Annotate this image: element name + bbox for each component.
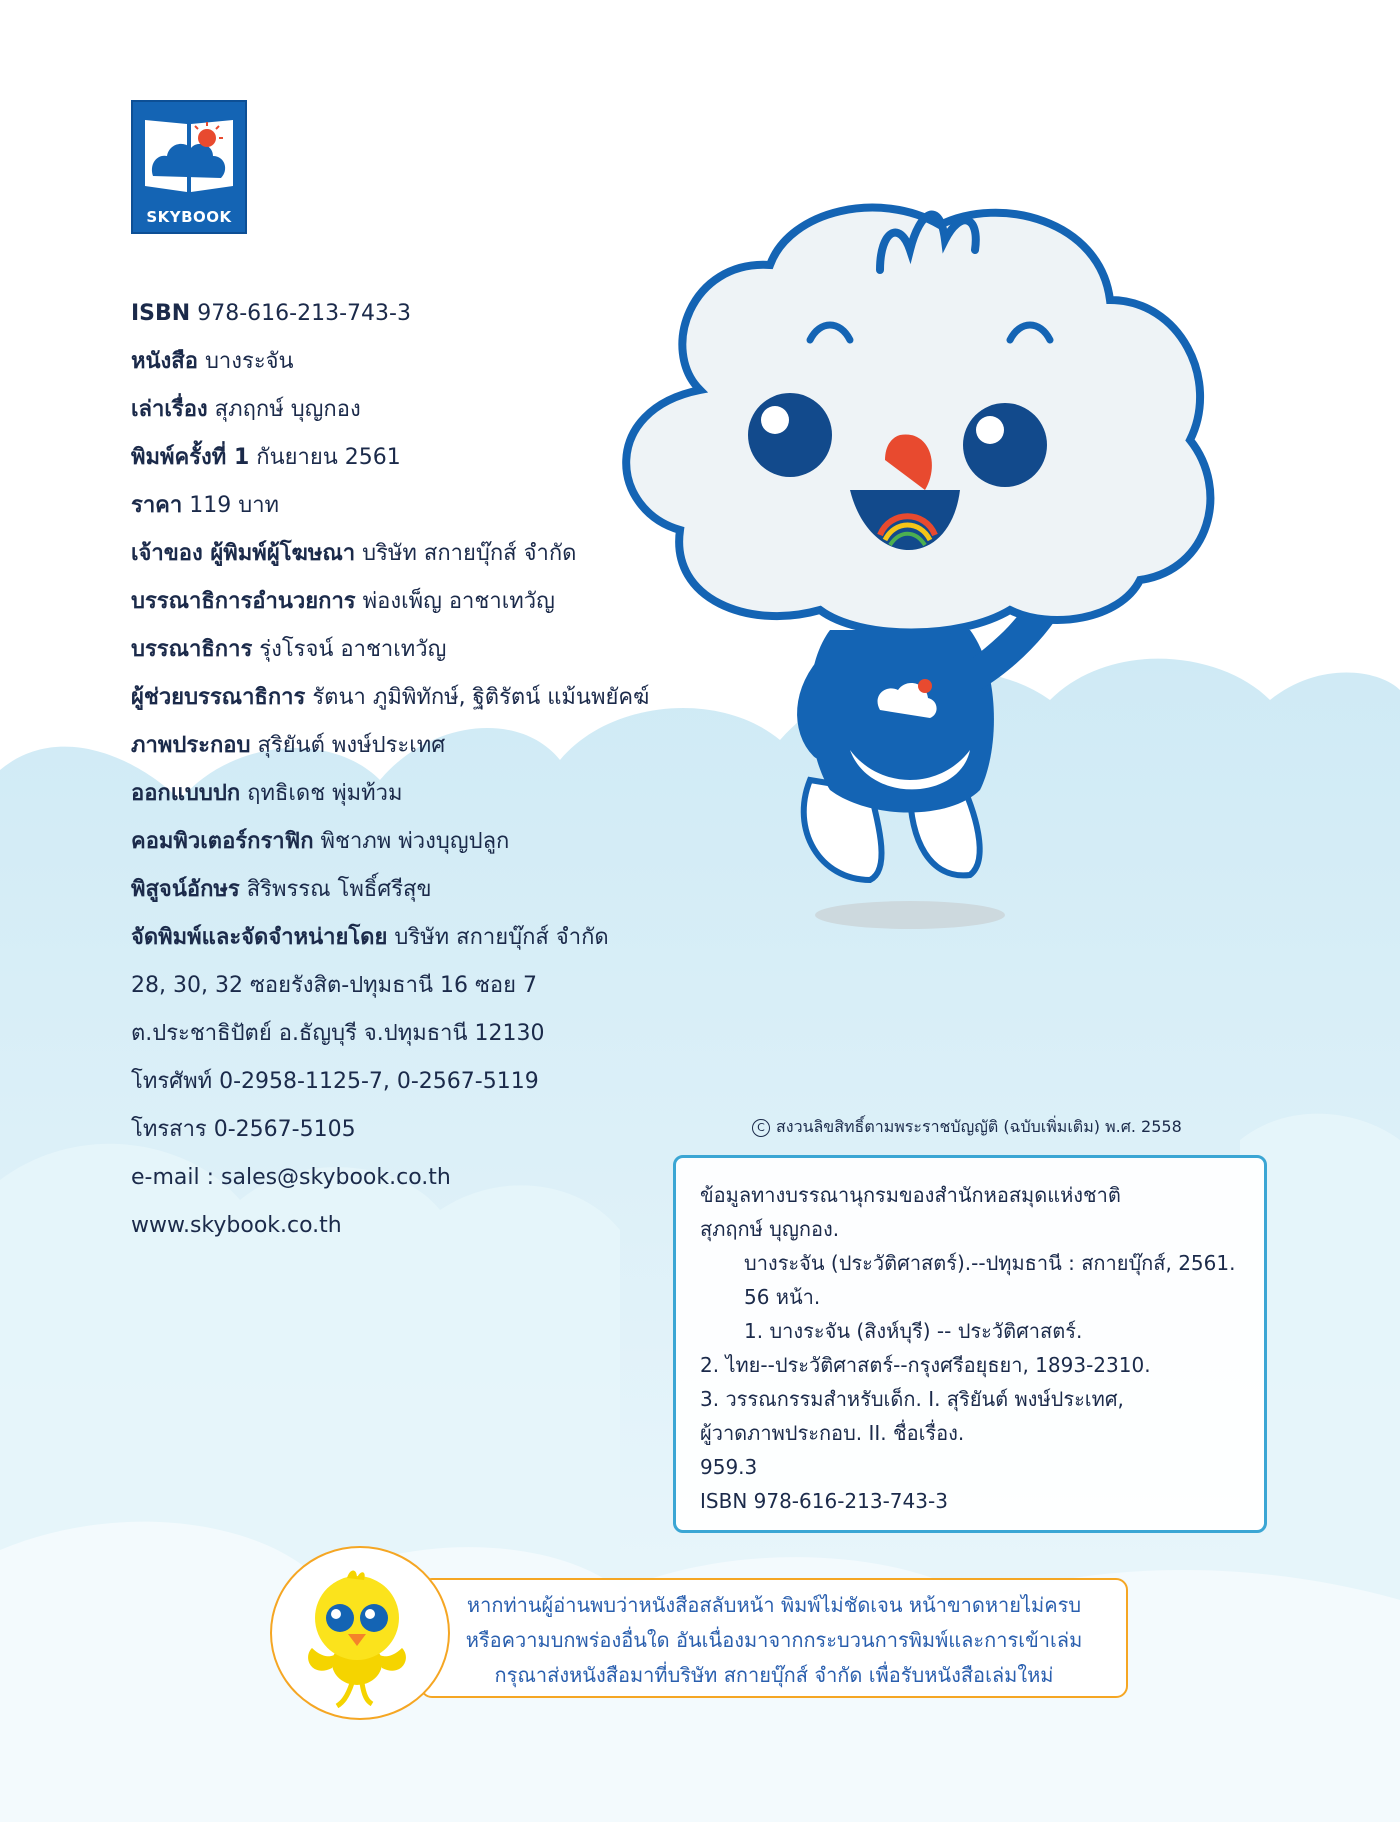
email-line: e-mail : sales@skybook.co.th	[131, 1165, 451, 1190]
credit-line: จัดพิมพ์และจัดจำหน่ายโดย บริษัท สกายบุ๊กส์ จำกัด	[131, 925, 609, 950]
cip-line: ข้อมูลทางบรรณานุกรมของสำนักหอสมุดแห่งชาติ	[700, 1183, 1121, 1207]
copyright-notice	[752, 1115, 1182, 1140]
notice-line: หากท่านผู้อ่านพบว่าหนังสือสลับหน้า พิมพ์ไม่ชัดเจน หน้าขาดหายไม่ครบ	[466, 1593, 1082, 1617]
website-line: www.skybook.co.th	[131, 1213, 342, 1238]
phone-line: โทรศัพท์ 0-2958-1125-7, 0-2567-5119	[131, 1069, 539, 1094]
cip-line: 2. ไทย--ประวัติศาสตร์--กรุงศรีอยุธยา, 1893-2310.	[700, 1353, 1151, 1377]
credit-line: พิมพ์ครั้งที่ 1 กันยายน 2561	[131, 445, 401, 470]
book-cloud-icon	[133, 102, 245, 202]
address-line: ต.ประชาธิปัตย์ อ.ธัญบุรี จ.ปทุมธานี 12130	[131, 1021, 545, 1046]
notice-box	[420, 1578, 1128, 1698]
cip-line: บางระจัน (ประวัติศาสตร์).--ปทุมธานี : สกายบุ๊กส์, 2561.	[744, 1251, 1236, 1275]
fax-line: โทรสาร 0-2567-5105	[131, 1117, 356, 1142]
print-defect-notice	[270, 1542, 1130, 1702]
credit-line: บรรณาธิการ รุ่งโรจน์ อาชาเทวัญ	[131, 637, 447, 662]
cip-line: 1. บางระจัน (สิงห์บุรี) -- ประวัติศาสตร์.	[744, 1319, 1083, 1343]
credit-line: หนังสือ บางระจัน	[131, 349, 294, 374]
copyright-text: สงวนลิขสิทธิ์ตามพระราชบัญญัติ (ฉบับเพิ่มเติม) พ.ศ. 2558	[776, 1117, 1182, 1136]
credit-line: ภาพประกอบ สุริยันต์ พงษ์ประเทศ	[131, 733, 446, 758]
cip-line: 3. วรรณกรรมสำหรับเด็ก. I. สุริยันต์ พงษ์ประเทศ,	[700, 1387, 1124, 1411]
skybook-logo	[131, 100, 247, 234]
cip-line: 959.3	[700, 1455, 758, 1479]
cip-line: ผู้วาดภาพประกอบ. II. ชื่อเรื่อง.	[700, 1421, 965, 1445]
cloud-mascot-illustration	[580, 190, 1280, 950]
credit-line: คอมพิวเตอร์กราฟิก พิชาภพ พ่วงบุญปลูก	[131, 829, 510, 854]
credit-line: เล่าเรื่อง สุภฤกษ์ บุญกอง	[131, 397, 361, 422]
credit-line: ราคา 119 บาท	[131, 493, 280, 518]
credits-list	[131, 290, 649, 1250]
cataloging-in-publication-box	[673, 1155, 1267, 1533]
notice-line: หรือความบกพร่องอื่นใด อันเนื่องมาจากกระบวนการพิมพ์และการเข้าเล่ม	[465, 1628, 1083, 1652]
credit-line: เจ้าของ ผู้พิมพ์ผู้โฆษณา บริษัท สกายบุ๊กส์ จำกัด	[131, 541, 577, 566]
credit-line: ผู้ช่วยบรรณาธิการ รัตนา ภูมิพิทักษ์, ฐิติรัตน์ แม้นพยัคฆ์	[131, 685, 650, 710]
address-line: 28, 30, 32 ซอยรังสิต-ปทุมธานี 16 ซอย 7	[131, 973, 537, 998]
credit-line: ออกแบบปก ฤทธิเดช พุ่มท้วม	[131, 781, 403, 806]
credit-line: ISBN 978-616-213-743-3	[131, 301, 411, 326]
cip-line: สุภฤกษ์ บุญกอง.	[700, 1217, 840, 1241]
logo-text: SKYBOOK	[146, 208, 232, 226]
notice-line: กรุณาส่งหนังสือมาที่บริษัท สกายบุ๊กส์ จำกัด เพื่อรับหนังสือเล่มใหม่	[494, 1663, 1054, 1687]
credit-line: พิสูจน์อักษร สิริพรรณ โพธิ์ศรีสุข	[131, 877, 432, 902]
cip-line: ISBN 978-616-213-743-3	[700, 1489, 948, 1513]
notice-badge	[270, 1546, 450, 1720]
copyright-icon: C	[752, 1119, 770, 1137]
bird-mascot-icon	[292, 1568, 422, 1708]
credit-line: บรรณาธิการอำนวยการ พ่องเพ็ญ อาชาเทวัญ	[131, 589, 555, 614]
cip-line: 56 หน้า.	[744, 1285, 821, 1309]
